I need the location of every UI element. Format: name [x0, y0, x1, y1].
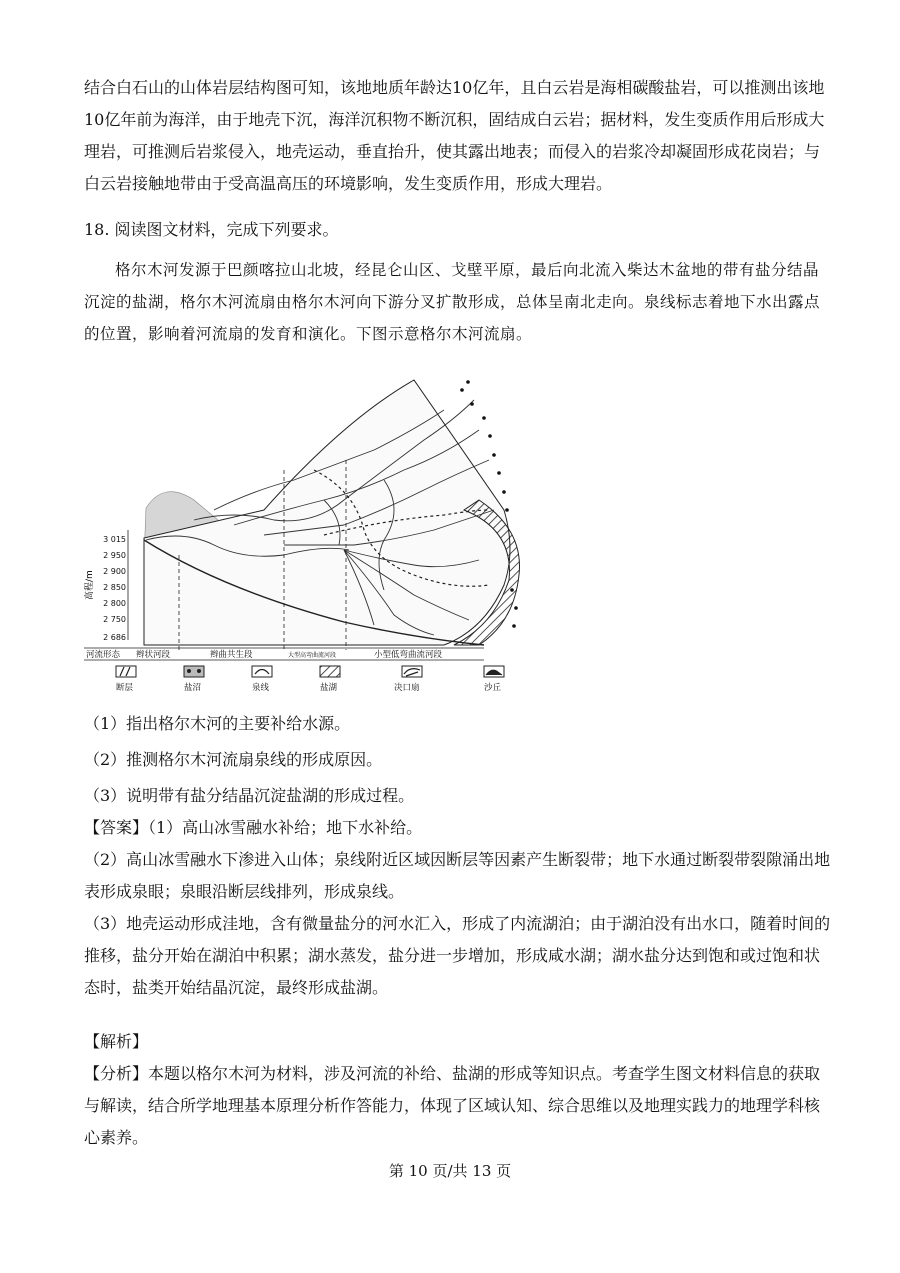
answer-3-line: 态时，盐类开始结晶沉淀，最终形成盐湖。 — [84, 978, 389, 997]
segment-label: 小型低弯曲流河段 — [374, 650, 443, 660]
y-tick: 3 015 — [103, 535, 126, 544]
page-number: 第 10 页/共 13 页 — [388, 1162, 512, 1180]
text-line: 理岩，可推测后岩浆侵入，地壳运动，垂直抬升，使其露出地表；而侵入的岩浆冷却凝固形成花岗岩；与 — [84, 142, 821, 161]
material-paragraph — [84, 254, 828, 350]
question-item: （2）推测格尔木河流扇泉线的形成原因。 — [84, 750, 383, 769]
answer-1: 【答案】（1）高山冰雪融水补给；地下水补给。 — [84, 818, 423, 837]
y-tick: 2 686 — [103, 633, 126, 642]
legend-label: 决口扇 — [394, 683, 420, 693]
y-tick: 2 900 — [103, 567, 126, 576]
answer-2-line: （2）高山冰雪融水下渗进入山体；泉线附近区域因断层等因素产生断裂带；地下水通过断裂带裂隙涌出地 — [84, 850, 831, 869]
segment-label: 大型高弯曲流河段 — [288, 652, 337, 659]
text-line: 白云岩接触地带由于受高温高压的环境影响，发生变质作用，形成大理岩。 — [84, 174, 613, 193]
y-tick: 2 750 — [103, 615, 126, 624]
analysis-label: 【解析】 — [84, 1032, 149, 1051]
text-line: 格尔木河发源于巴颜喀拉山北坡，经昆仑山区、戈壁平原，最后向北流入柴达木盆地的带有盐分结晶 — [115, 261, 820, 279]
y-axis-label: 高程/m — [85, 570, 95, 600]
river-fan-figure — [84, 360, 534, 700]
text-line: 10亿年前为海洋，由于地壳下沉，海洋沉积物不断沉积，固结成白云岩；据材料，发生变质作用后形成大 — [84, 110, 825, 129]
y-tick: 2 800 — [103, 599, 126, 608]
legend-label: 盐湖 — [320, 683, 338, 693]
legend — [116, 666, 504, 693]
legend-label: 断层 — [116, 683, 134, 693]
y-tick: 2 950 — [103, 551, 126, 560]
answer-3-line: （3）地壳运动形成洼地，含有微量盐分的河水汇入，形成了内流湖泊；由于湖泊没有出水口，随着时间的 — [84, 914, 831, 933]
intro-paragraph — [84, 72, 828, 200]
text-line: 的位置，影响着河流扇的发育和演化。下图示意格尔木河流扇。 — [84, 325, 533, 343]
analysis-line: 与解读，结合所学地理基本原理分析作答能力，体现了区域认知、综合思维以及地理实践力的地理学科核 — [84, 1096, 821, 1115]
answer-2-line: 表形成泉眼；泉眼沿断层线排列，形成泉线。 — [84, 882, 405, 901]
answer-3-line: 推移，盐分开始在湖泊中积累；湖水蒸发，盐分进一步增加，形成咸水湖；湖水盐分达到饱和或过饱和状 — [84, 946, 821, 965]
legend-label: 盐沼 — [184, 683, 202, 693]
segment-label: 辫曲共生段 — [210, 650, 253, 660]
analysis-line: 心素养。 — [84, 1128, 149, 1147]
analysis-line: 【分析】本题以格尔木河为材料，涉及河流的补给、盐湖的形成等知识点。考查学生图文材料信息的获取 — [84, 1064, 821, 1083]
row-label: 河流形态 — [86, 650, 121, 660]
answer-block — [84, 812, 831, 1004]
text-line: 结合白石山的山体岩层结构图可知，该地地质年龄达10亿年，且白云岩是海相碳酸盐岩，可以推测出该地 — [84, 78, 825, 97]
analysis-block — [84, 1026, 828, 1154]
y-tick: 2 850 — [103, 583, 126, 592]
question-title: 18. 阅读图文材料，完成下列要求。 — [84, 220, 339, 239]
legend-label: 泉线 — [252, 683, 270, 693]
question-item: （1）指出格尔木河的主要补给水源。 — [84, 714, 351, 733]
legend-label: 沙丘 — [484, 683, 502, 693]
questions — [84, 708, 828, 812]
segment-label: 辫状河段 — [136, 650, 171, 660]
question-item: （3）说明带有盐分结晶沉淀盐湖的形成过程。 — [84, 786, 415, 805]
text-line: 沉淀的盐湖，格尔木河流扇由格尔木河向下游分叉扩散形成，总体呈南北走向。泉线标志着地下水出露点 — [84, 293, 821, 311]
